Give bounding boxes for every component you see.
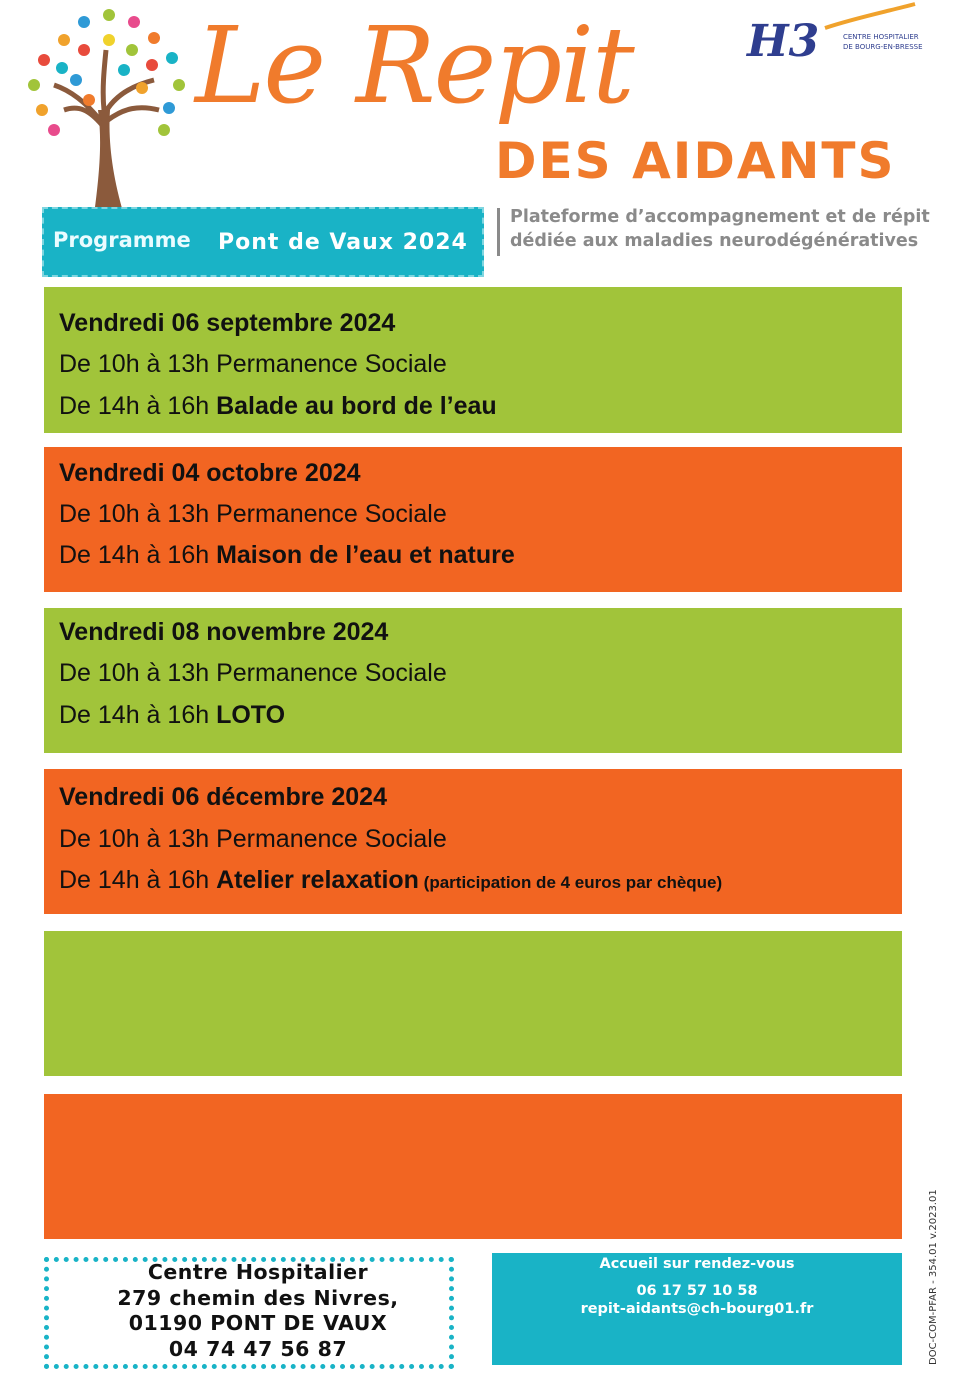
event-activity: Balade au bord de l’eau (216, 392, 497, 420)
event-date: Vendredi 06 décembre 2024 (59, 783, 387, 811)
address-line-3: 01190 PONT DE VAUX (128, 1311, 388, 1335)
contact-email[interactable]: repit-aidants@ch-bourg01.fr (580, 1301, 814, 1317)
address-line-1: Centre Hospitalier (147, 1260, 369, 1284)
program-label: Programme (53, 228, 191, 252)
program-place: Pont de Vaux 2024 (218, 230, 468, 255)
phone-number: 04 74 47 56 87 (168, 1337, 348, 1361)
event-activity: Maison de l’eau et nature (216, 541, 515, 569)
event-afternoon (59, 541, 515, 570)
event-afternoon (59, 866, 722, 895)
event-time: De 14h à 16h (59, 541, 217, 569)
event-activity: Atelier relaxation (216, 866, 419, 894)
event-card-september (44, 287, 902, 433)
divider (497, 208, 500, 256)
event-activity: LOTO (216, 701, 286, 729)
empty-card-orange (44, 1094, 902, 1239)
event-note: (participation de 4 euros par chèque) (418, 873, 723, 892)
tree-of-hands-logo (14, 0, 194, 218)
document-reference: DOC-COM-PFAR - 354.01 v.2023.01 (928, 1189, 939, 1365)
title-main: Le Repit (195, 4, 633, 127)
event-card-december (44, 769, 902, 914)
tagline-line-1: Plateforme d’accompagnement et de répit (510, 207, 930, 227)
event-morning: De 10h à 13h Permanence Sociale (59, 500, 447, 528)
event-time: De 14h à 16h (59, 701, 217, 729)
tagline-line-2: dédiée aux maladies neurodégénératives (510, 231, 919, 251)
logo-mark: H3 (747, 16, 820, 64)
event-morning: De 10h à 13h Permanence Sociale (59, 659, 447, 687)
event-morning: De 10h à 13h Permanence Sociale (59, 825, 447, 853)
event-card-october (44, 447, 902, 592)
contact-phone: 06 17 57 10 58 (636, 1283, 758, 1299)
logo-caption-1: CENTRE HOSPITALIER (843, 33, 919, 41)
title-subtitle: DES AIDANTS (495, 132, 896, 190)
event-card-november (44, 608, 902, 753)
event-morning: De 10h à 13h Permanence Sociale (59, 350, 447, 378)
contact-title: Accueil sur rendez-vous (599, 1256, 795, 1272)
event-date: Vendredi 06 septembre 2024 (59, 309, 396, 337)
hospital-logo (745, 0, 925, 64)
event-time: De 14h à 16h (59, 866, 217, 894)
event-date: Vendredi 04 octobre 2024 (59, 459, 361, 487)
empty-card-green (44, 931, 902, 1076)
event-afternoon (59, 392, 497, 421)
event-time: De 14h à 16h (59, 392, 217, 420)
event-afternoon (59, 701, 285, 730)
address-line-2: 279 chemin des Nivres, (117, 1286, 399, 1310)
logo-caption-2: DE BOURG-EN-BRESSE (843, 43, 923, 51)
event-date: Vendredi 08 novembre 2024 (59, 618, 389, 646)
